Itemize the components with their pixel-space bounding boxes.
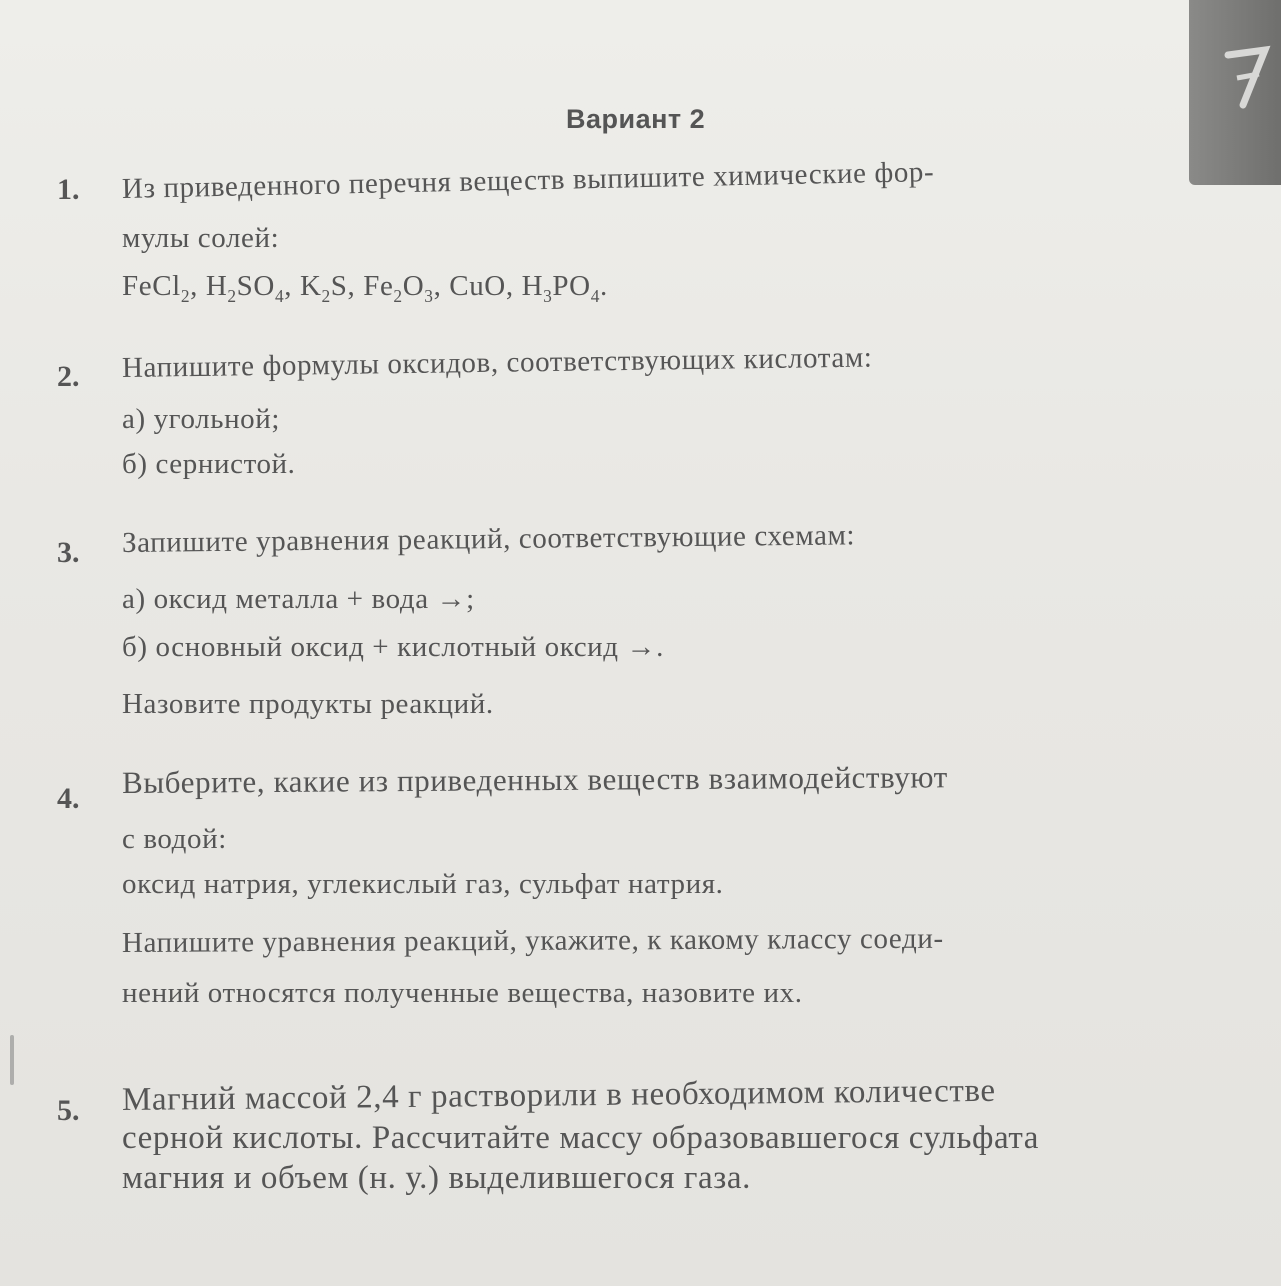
question-4-line-1: Выберите, какие из приведенных веществ взаимодействуют — [121, 759, 948, 800]
question-5-line-3: магния и объем (н. у.) выделившегося газа. — [122, 1160, 752, 1196]
question-5-line-1: Магний массой 2,4 г растворили в необходимом количестве — [121, 1072, 996, 1118]
formula-h3po4: $H_3PO_4$ — [521, 270, 600, 306]
question-4-line-5: нений относятся полученные вещества, назовите их. — [122, 977, 803, 1009]
question-4-line-2: с водой: — [122, 823, 227, 855]
variant-title: Вариант 2 — [566, 104, 706, 134]
question-1-line-1: Из приведенного перечня веществ выпишите химические фор- — [121, 155, 935, 205]
question-1-number: 1. — [57, 173, 80, 206]
question-2-line-2: а) угольной; — [122, 403, 281, 435]
question-2-line-1: Напишите формулы оксидов, соответствующих кислотам: — [121, 341, 873, 384]
tab-number-icon — [1223, 40, 1273, 110]
question-2-number: 2. — [57, 360, 80, 393]
formula-k2s: $K_2S$ — [299, 270, 348, 306]
page-tab — [1189, 0, 1281, 185]
formula-fe2o3: $Fe_2O_3$ — [363, 270, 434, 306]
question-3-number: 3. — [57, 536, 80, 569]
question-3-line-3: б) основный оксид + кислотный оксид →. — [122, 631, 664, 663]
question-4-number: 4. — [57, 782, 80, 815]
question-3-line-2: а) оксид металла + вода →; — [122, 583, 475, 615]
question-3-line-1: Запишите уравнения реакций, соответствующие схемам: — [121, 519, 856, 559]
question-1-line-2: мулы солей: — [122, 222, 280, 254]
question-4-line-3: оксид натрия, углекислый газ, сульфат натрия. — [122, 868, 724, 900]
formula-h2so4: $H_2SO_4$ — [205, 270, 285, 306]
formula-fecl2: FeCl$_2$ — [122, 270, 191, 306]
question-5-number: 5. — [57, 1094, 80, 1127]
question-3-line-4: Назовите продукты реакций. — [122, 688, 494, 720]
question-5-line-2: серной кислоты. Рассчитайте массу образовавшегося сульфата — [122, 1120, 1040, 1156]
pen-mark — [10, 1035, 14, 1085]
question-4-line-4: Напишите уравнения реакций, укажите, к какому классу соеди- — [121, 922, 944, 959]
question-1-formulas: FeCl$_2$, $H_2SO_4$, $K_2S$, $Fe_2O_3$, CuO, $H_3PO_4$. — [122, 270, 608, 306]
formula-cuo: CuO — [449, 270, 506, 302]
question-2-line-3: б) сернистой. — [122, 448, 296, 480]
